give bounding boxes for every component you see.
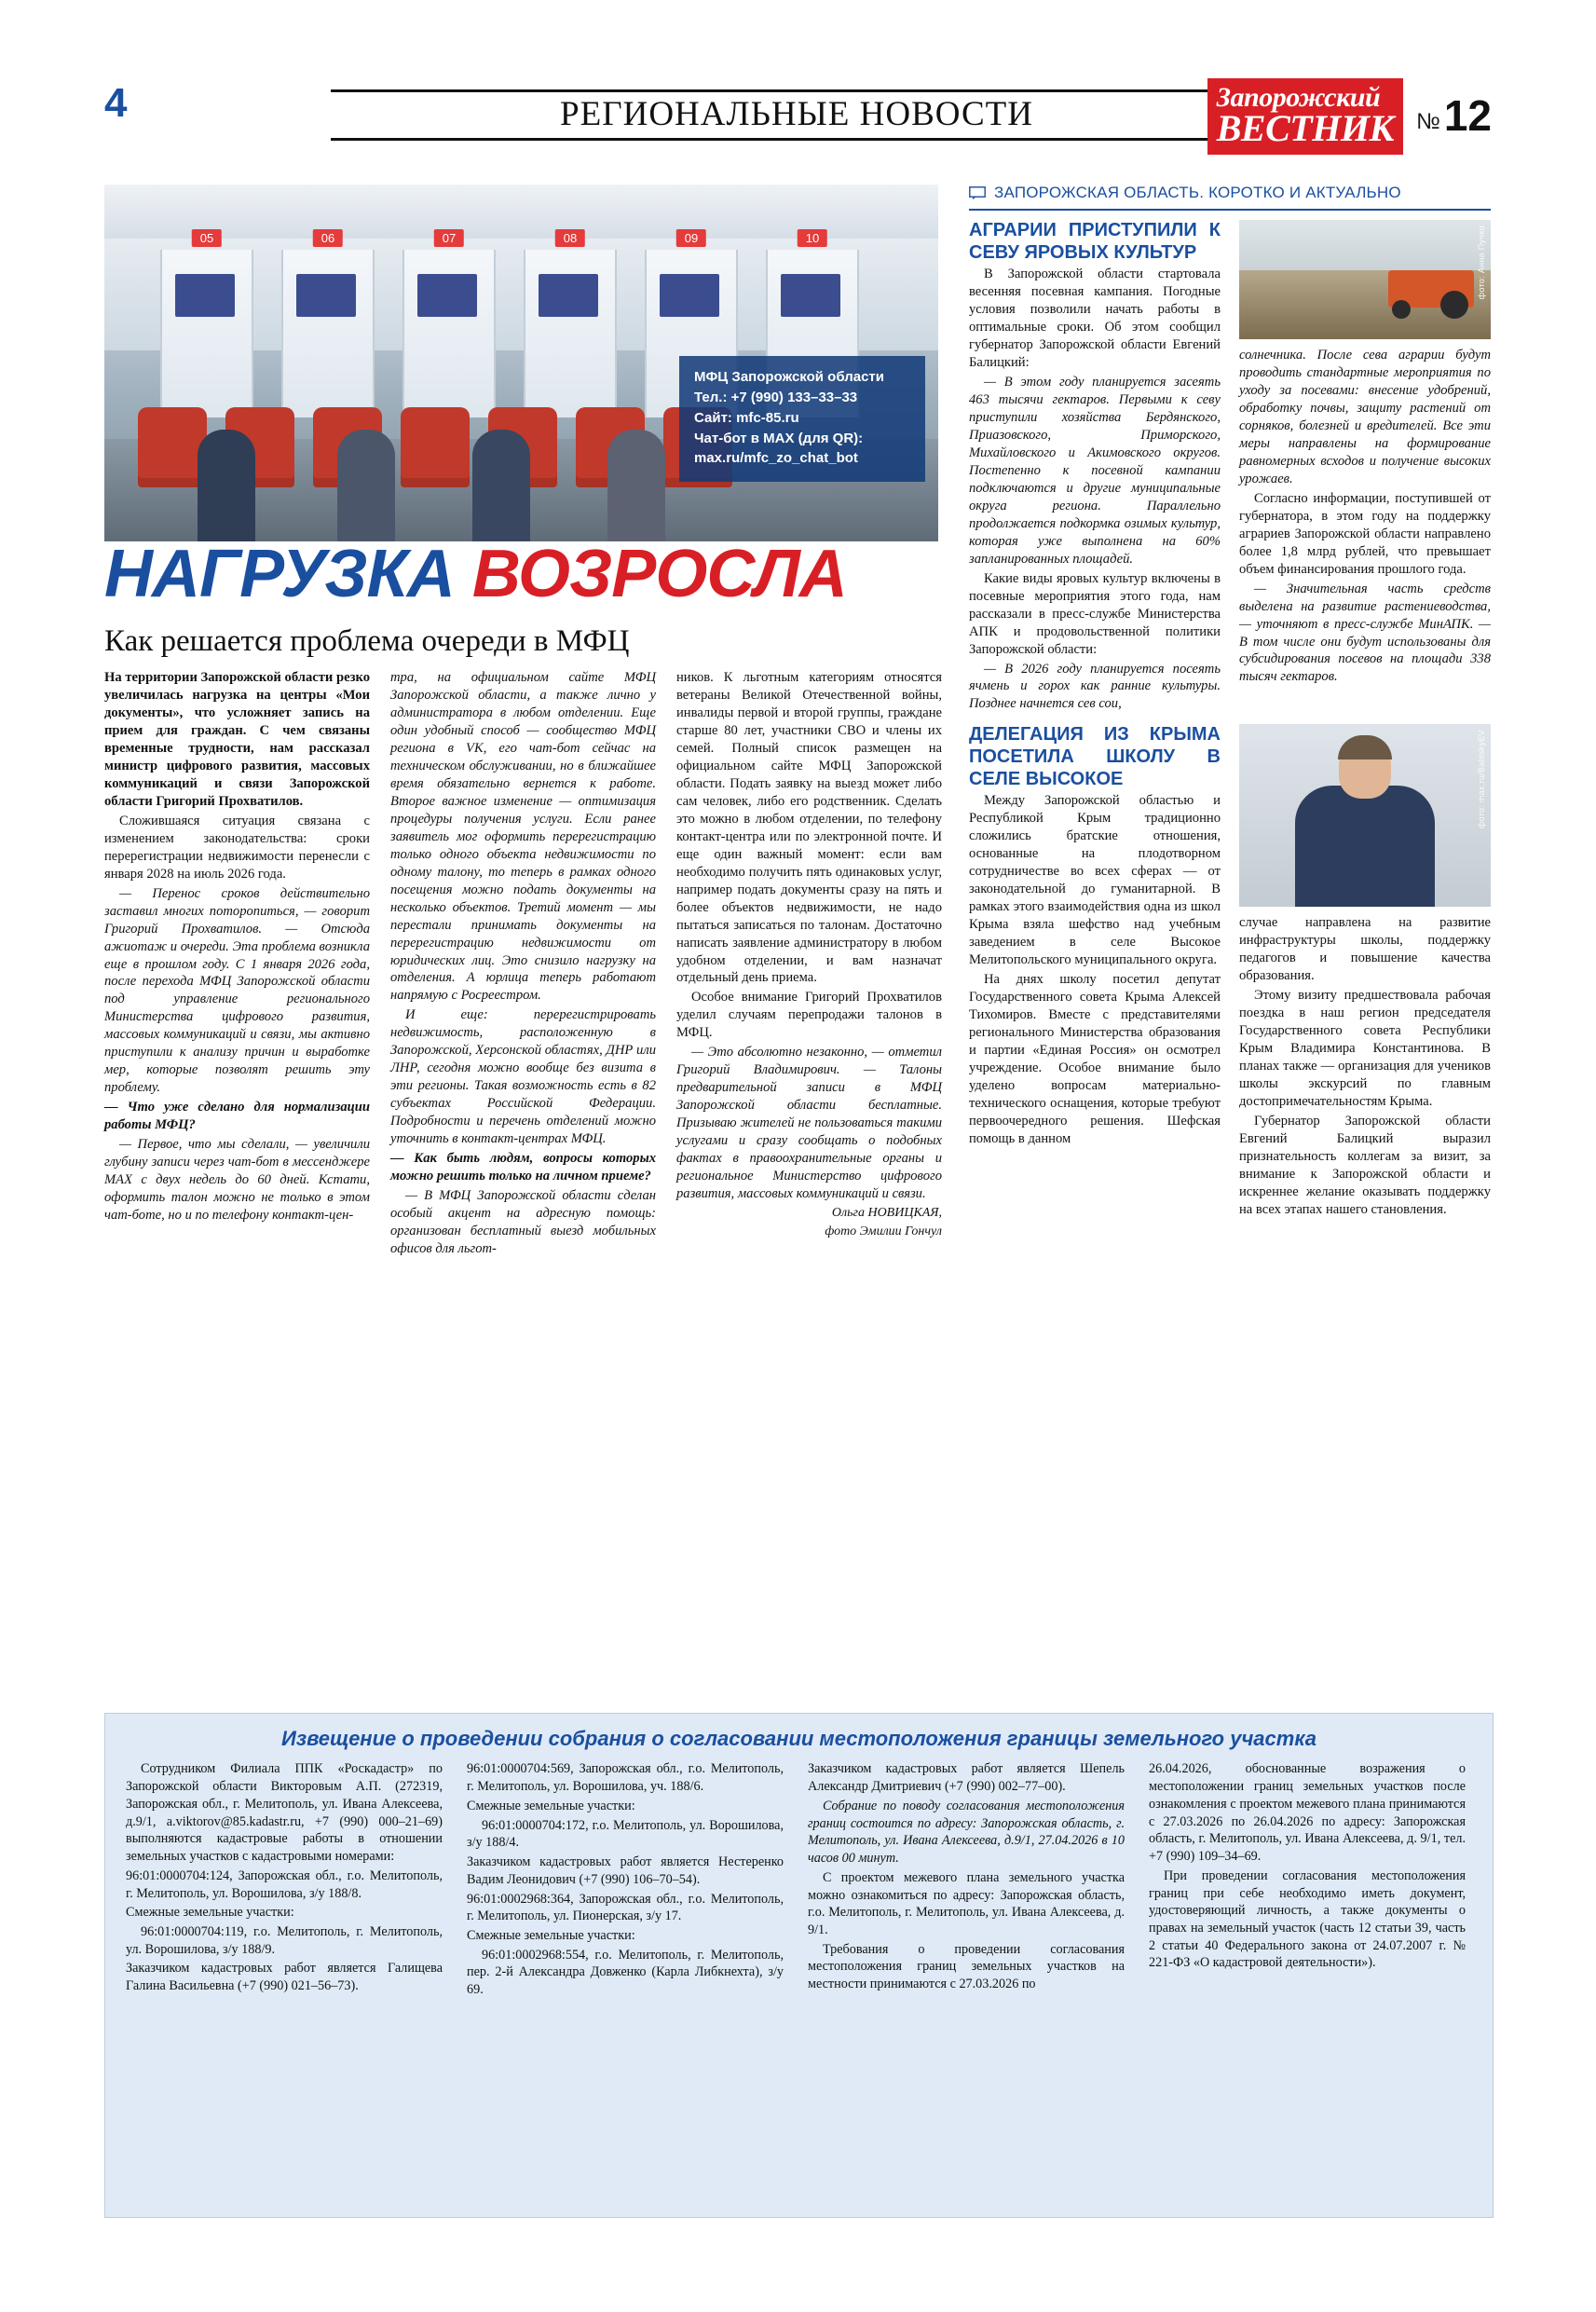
booth-tag: 07 [434, 229, 464, 247]
mfc-chatbot-label: Чат-бот в MAX (для QR): [694, 430, 864, 446]
article-body [104, 669, 943, 1657]
header-rule-bottom [331, 138, 1262, 141]
paragraph: 96:01:0002968:554, г.о. Мелитополь, г. Мелитополь, пер. 2-й Александра Довженко (Карла Либкнехта), з/у 69. [467, 1947, 784, 1998]
article-column-1 [104, 669, 370, 1657]
service-booth [281, 231, 375, 417]
mfc-name: МФЦ Запорожской области [694, 369, 884, 386]
paragraph: Сложившаяся ситуация связана с изменением законодательства: сроки перерегистрации недвижимости перенесли с января 2028 на июль 2026 года. [104, 813, 370, 882]
booth-screen [660, 274, 719, 317]
paragraph: На днях школу посетил депутат Государственного совета Крыма Алексей Тихомиров. Вместе с представителями регионального Министерства образования и партии «Единая Россия» он осмотрел учреждение. Особое внимание было уделено вопросам материально-технического оснащения, которые требуют первоочередного решения. Шефская помощь в данном [969, 971, 1221, 1146]
paragraph: Требования о проведении согласования местоположения границ земельных участков на местности принимаются с 27.03.2026 по [808, 1941, 1125, 1992]
paragraph: Какие виды яровых культур включены в посевные мероприятия этого года, нам рассказали в пресс-службе Министерства АПК и продовольственной политики Запорожской области: [969, 570, 1221, 657]
paragraph: Смежные земельные участки: [467, 1928, 635, 1943]
paragraph: Губернатор Запорожской области Евгений Балицкий выразил признательность коллегам за визит, за внимание к Запорожской области и искреннее желание оказывать поддержку на всех этапах нашего становления. [1239, 1114, 1491, 1217]
visitor-figure [472, 430, 530, 541]
paragraph: — В МФЦ Запорожской области сделан особый акцент на адресную помощь: организован бесплатный выезд мобильных офисов для льгот- [390, 1188, 656, 1256]
paragraph: На территории Запорожской области резко увеличилась нагрузка на центры «Мои документы», что усложняет запись на прием для граждан. С чем связаны временные трудности, нам рассказал министр цифрового развития, массовых коммуникаций и связи Запорожской области Григорий Прохватилов. [104, 670, 370, 809]
paragraph: И еще: перерегистрировать недвижимость, расположенную в Запорожской, Херсонской областях, ДНР или ЛНР, сегодня можно вообще без визита в эти регионы. Такая возможность есть в 82 субъектах Российской Федерации. Подробности и перечень отделений можно уточнить в контакт-центрах МФЦ. [390, 1007, 656, 1147]
speech-bubble-icon [969, 186, 986, 199]
paragraph: — В 2026 году планируется посеять ячмень и горох как ранние культуры. Позднее начнется сев сои, [969, 661, 1221, 712]
article-column-2 [390, 669, 656, 1657]
paragraph: Собрание по поводу согласования местоположения границ состоится по адресу: Запорожская область, г. Мелитополь, ул. Ивана Алексеева, д.9/1, 27.04.2026 в 10 часов 00 минут. [808, 1798, 1125, 1867]
paragraph: Согласно информации, поступившей от губернатора, в этом году на поддержку аграриев Запорожской области направлено более 1,8 млрд рублей, что превышает объем финансирования прошлого года. [1239, 490, 1491, 577]
news-item-agrarians [969, 220, 1491, 715]
brand-line1: Запорожский [1216, 82, 1381, 113]
newspaper-brand [1207, 78, 1492, 155]
right-column-body [969, 220, 1491, 1221]
tractor-wheel [1392, 300, 1411, 319]
paragraph: ников. К льготным категориям относятся ветераны Великой Отечественной войны, инвалиды первой и второй группы, граждане старше 80 лет, участники СВО и члены их семей. Полный список размещен на официальном сайте МФЦ Запорожской области. Подать заявку на выезд может либо сам человек, либо его родственник. Сделать это можно в любом отделении, по телефону контакт-центра или по электронной почте. И еще один важный момент: если вам необходимо получить пять одинаковых услуг, например подать документы сразу на пять и более объектов недвижимости, не надо пытаться записаться по талонам. Достаточно написать заявление администратору в любом удобном отделении, и вам назначат отдельный день приема. [676, 670, 942, 986]
booth-tag: 05 [192, 229, 222, 247]
brand-line2: ВЕСТНИК [1216, 107, 1395, 149]
paragraph: 96:01:0000704:119, г.о. Мелитополь, г. Мелитополь, ул. Ворошилова, з/у 188/9. [126, 1924, 443, 1957]
service-booth [160, 231, 253, 417]
chair [401, 407, 470, 487]
paragraph: — Первое, что мы сделали, — увеличили глубину записи через чат-бот в мессенджере МАХ с двух недель до 60 дней. Кстати, оформить талон можно не только в этом чат-боте, но и по телефону контакт-цен- [104, 1137, 370, 1224]
paragraph-question: — Что уже сделано для нормализации работы МФЦ? [104, 1100, 370, 1133]
article-column-3 [676, 669, 942, 1657]
booth-tag: 06 [313, 229, 343, 247]
paragraph: При проведении согласования местоположения границ при себе необходимо иметь документ, удостоверяющий личность, а также документы о правах на земельный участок (часть 12 статьи 39, часть 2 статьи 40 Федерального закона от 24.07.2007 г. № 221-ФЗ «О кадастровой деятельности»). [1149, 1867, 1466, 1971]
paragraph: 96:01:0000704:172, г.о. Мелитополь, ул. Ворошилова, з/у 188/4. [467, 1817, 784, 1851]
mfc-contact-box [679, 356, 925, 482]
notice-column-4 [1149, 1760, 1466, 2001]
headline-part-1: НАГРУЗКА [104, 537, 455, 611]
paragraph: случае направлена на развитие инфраструктуры школы, поддержку педагогов и повышение качества образования. [1239, 915, 1491, 984]
person-body [1295, 786, 1435, 907]
paragraph: Этому визиту предшествовала рабочая поездка в наш регион председателя Государственного совета Республики Крым Владимира Константинова. В планах также — организация для учеников школы экскурсий по главным достопримечательностям Крыма. [1239, 988, 1491, 1110]
issue-block [1416, 91, 1492, 141]
paragraph: 96:01:0002968:364, Запорожская обл., г.о. Мелитополь, г. Мелитополь, ул. Пионерская, з/у 17. [467, 1891, 784, 1924]
article-headline [104, 536, 943, 612]
mfc-site: Сайт: mfc-85.ru [694, 409, 799, 426]
paragraph: Сотрудником Филиала ППК «Роскадастр» по Запорожской области Викторовым А.П. (272319, Запорожская обл., г. Мелитополь, ул. Ивана Алексеева, д.9/1, a.viktorov@85.kadastr.ru, +7 (990) 000–21–69) выполняются кадастровые работы в отношении земельных участков с кадастровыми номерами: [126, 1761, 443, 1865]
paragraph-question: — Как быть людям, вопросы которых можно решить только на личном приеме? [390, 1151, 656, 1184]
booth-screen [296, 274, 356, 317]
paragraph: 26.04.2026, обоснованные возражения о местоположении границ земельных участков после ознакомления с проектом межевого плана принимаются с 27.03.2026 по 26.04.2026 по адресу: Запорожская область, г. Мелитополь, ул. Ивана Алексеева, д. 9/1, тел. +7 (990) 109–34–69. [1149, 1761, 1466, 1865]
booth-screen [781, 274, 840, 317]
mfc-phone: Тел.: +7 (990) 133–33–33 [694, 390, 858, 405]
mfc-chatbot-url: max.ru/mfc_zo_chat_bot [694, 450, 858, 467]
delegation-photo [1239, 724, 1491, 907]
notice-columns [105, 1760, 1493, 2016]
photo-sky [1239, 220, 1491, 270]
issue-label: № [1416, 108, 1440, 134]
kicker-text: ЗАПОРОЖСКАЯ ОБЛАСТЬ. КОРОТКО И АКТУАЛЬНО [994, 184, 1401, 201]
booth-tag: 08 [555, 229, 585, 247]
headline-part-2: ВОЗРОСЛА [471, 537, 847, 611]
paragraph: — Перенос сроков действительно заставил многих поторопиться, — говорит Григорий Прохватилов. — Отсюда ажиотаж и очереди. Эта проблема возникла еще в прошлом году. С 1 января 2026 года, после перехода МФЦ Запорожской области под управление регионального Министерства цифрового развития, массовых коммуникаций и связи, мы активно приступили к анализу причин и выработке мер, которые позволят решить эту проблему. [104, 885, 370, 1096]
paragraph: тра, на официальном сайте МФЦ Запорожской области, а также лично у администратора в любом отделении. Еще один удобный способ — сообщество МФЦ региона в VK, его чат-бот сейчас на техническом обслуживании, но в ближайшее время обязательно вернется к работе. Второе важное изменение — оптимизация процедуры получения услуги. Если ранее заявитель мог оформить перерегистрацию только одного объекта недвижимости по одному талону, то теперь в рамках одного посещения можно подать документы на несколько объектов. Третий момент — мы перестали принимать документы на перерегистрацию недвижимости от юридических лиц. Это снизило нагрузку на отделения. А юрлица теперь работают напрямую с Росреестром. [390, 670, 656, 1004]
news-column-left [969, 220, 1221, 715]
news-title: ДЕЛЕГАЦИЯ ИЗ КРЫМА ПОСЕТИЛА ШКОЛУ В СЕЛЕ ВЫСОКОЕ [969, 724, 1221, 789]
notice-title: Извещение о проведении собрания о согласовании местоположения границы земельного участка [281, 1727, 1316, 1750]
booth-screen [417, 274, 477, 317]
main-photo [104, 185, 938, 541]
paragraph: В Запорожской области стартовала весенняя посевная кампания. Погодные условия позволили начать работы в оптимальные сроки. Об этом сообщил губернатор Запорожской области Евгений Балицкий: [969, 267, 1221, 371]
notice-column-3 [808, 1760, 1125, 2001]
paragraph: С проектом межевого плана земельного участка можно ознакомиться по адресу: Запорожская область, г.о. Мелитополь, г. Мелитополь, ул. Ивана Алексеева, д. 9/1. [808, 1869, 1125, 1937]
photo-credit: фото Эмилии Гончул [825, 1224, 942, 1239]
paragraph: — Это абсолютно незаконно, — отметил Григорий Владимирович. — Талоны предварительной записи в МФЦ Запорожской области бесплатные. Призываю жителей не пользоваться такими услугами и сразу сообщать о подобных фактах в правоохранительные органы и региональное Министерство цифрового развития, массовых коммуникаций и связи. [676, 1045, 942, 1202]
news-column-right [1239, 724, 1491, 1220]
right-column-kicker [969, 177, 1491, 211]
chair [138, 407, 207, 487]
news-column-right [1239, 220, 1491, 715]
visitor-figure [337, 430, 395, 541]
paragraph: Между Запорожской областью и Республикой Крым традиционно сложились братские отношения, основанные на плодотворном сотрудничестве во всех сферах — от законодательной до гуманитарной. В рамках этого взаимодействия одна из школ Крыма взяла шефство над учебным заведением в селе Высокое Мелитопольского муниципального округа. [969, 793, 1221, 967]
paragraph: 96:01:0000704:569, Запорожская обл., г.о. Мелитополь, г. Мелитополь, ул. Ворошилова, уч. 188/6. [467, 1761, 784, 1795]
tractor-photo [1239, 220, 1491, 339]
tractor-wheel [1440, 291, 1468, 319]
booth-tag: 10 [798, 229, 827, 247]
paragraph: солнечника. После сева аграрии будут проводить стандартные мероприятия по уходу за посевами: внесение удобрений, обработку почвы, защиту растений от сорняков, болезней и вредителей. Все эти меры направлены на формирование равномерных всходов и получение высоких урожаев. [1239, 348, 1491, 486]
author-name: Ольга НОВИЦКАЯ, [831, 1206, 942, 1221]
visitor-figure [198, 430, 255, 541]
article-subheadline: Как решается проблема очереди в МФЦ [104, 624, 630, 658]
paragraph: — В этом году планируется засеять 463 тысячи гектаров. Первыми к севу приступили хозяйства Бердянского, Приазовского, Приморского, Михайловского и Акимовского округов. Постепенно к посевной кампании подключаются и другие муниципальные округа региона. Параллельно продолжается подкормка озимых культур, которая уже выполнена на 60% запланированных площадей. [969, 375, 1221, 567]
page-number: 4 [104, 80, 128, 126]
news-item-crimea-delegation [969, 724, 1491, 1220]
paragraph: Заказчиком кадастровых работ является Галищева Галина Васильевна (+7 (990) 021–56–73). [126, 1961, 443, 1994]
issue-number: 12 [1443, 91, 1492, 141]
paragraph: Смежные земельные участки: [126, 1905, 294, 1921]
paragraph: Особое внимание Григорий Прохватилов уделил случаям перепродажи талонов в МФЦ. [676, 990, 942, 1041]
section-title: РЕГИОНАЛЬНЫЕ НОВОСТИ [560, 94, 1033, 133]
news-columns [969, 220, 1491, 715]
notice-column-1 [126, 1760, 443, 2001]
paragraph: Заказчиком кадастровых работ является Нестеренко Вадим Леонидович (+7 (990) 106–70–54). [467, 1854, 784, 1887]
land-survey-notice [104, 1713, 1494, 2218]
news-columns [969, 724, 1491, 1220]
notice-column-2 [467, 1760, 784, 2001]
booth-screen [175, 274, 235, 317]
photo-credit: фото: Анна Пучко [1477, 226, 1487, 300]
paragraph: Смежные земельные участки: [467, 1798, 635, 1813]
brand-logo [1207, 78, 1403, 155]
news-title: АГРАРИИ ПРИСТУПИЛИ К СЕВУ ЯРОВЫХ КУЛЬТУР [969, 220, 1221, 263]
visitor-figure [607, 430, 665, 541]
paragraph: Заказчиком кадастровых работ является Шепель Александр Дмитриевич (+7 (990) 002–77–00). [808, 1761, 1125, 1795]
news-column-left [969, 724, 1221, 1220]
service-booth [524, 231, 617, 417]
paragraph: — Значительная часть средств выделена на развитие растениеводства, — уточняют в пресс-службе МинАПК. — В том числе они будут использованы для субсидирования посевов на площади 338 тысяч гектаров. [1239, 581, 1491, 685]
booth-screen [539, 274, 598, 317]
paragraph: 96:01:0000704:124, Запорожская обл., г.о. Мелитополь, г. Мелитополь, ул. Ворошилова, з/у 188/8. [126, 1867, 443, 1901]
photo-credit: фото: max.ru/BalitskyEV [1477, 730, 1487, 829]
service-booth [402, 231, 496, 417]
booth-tag: 09 [676, 229, 706, 247]
